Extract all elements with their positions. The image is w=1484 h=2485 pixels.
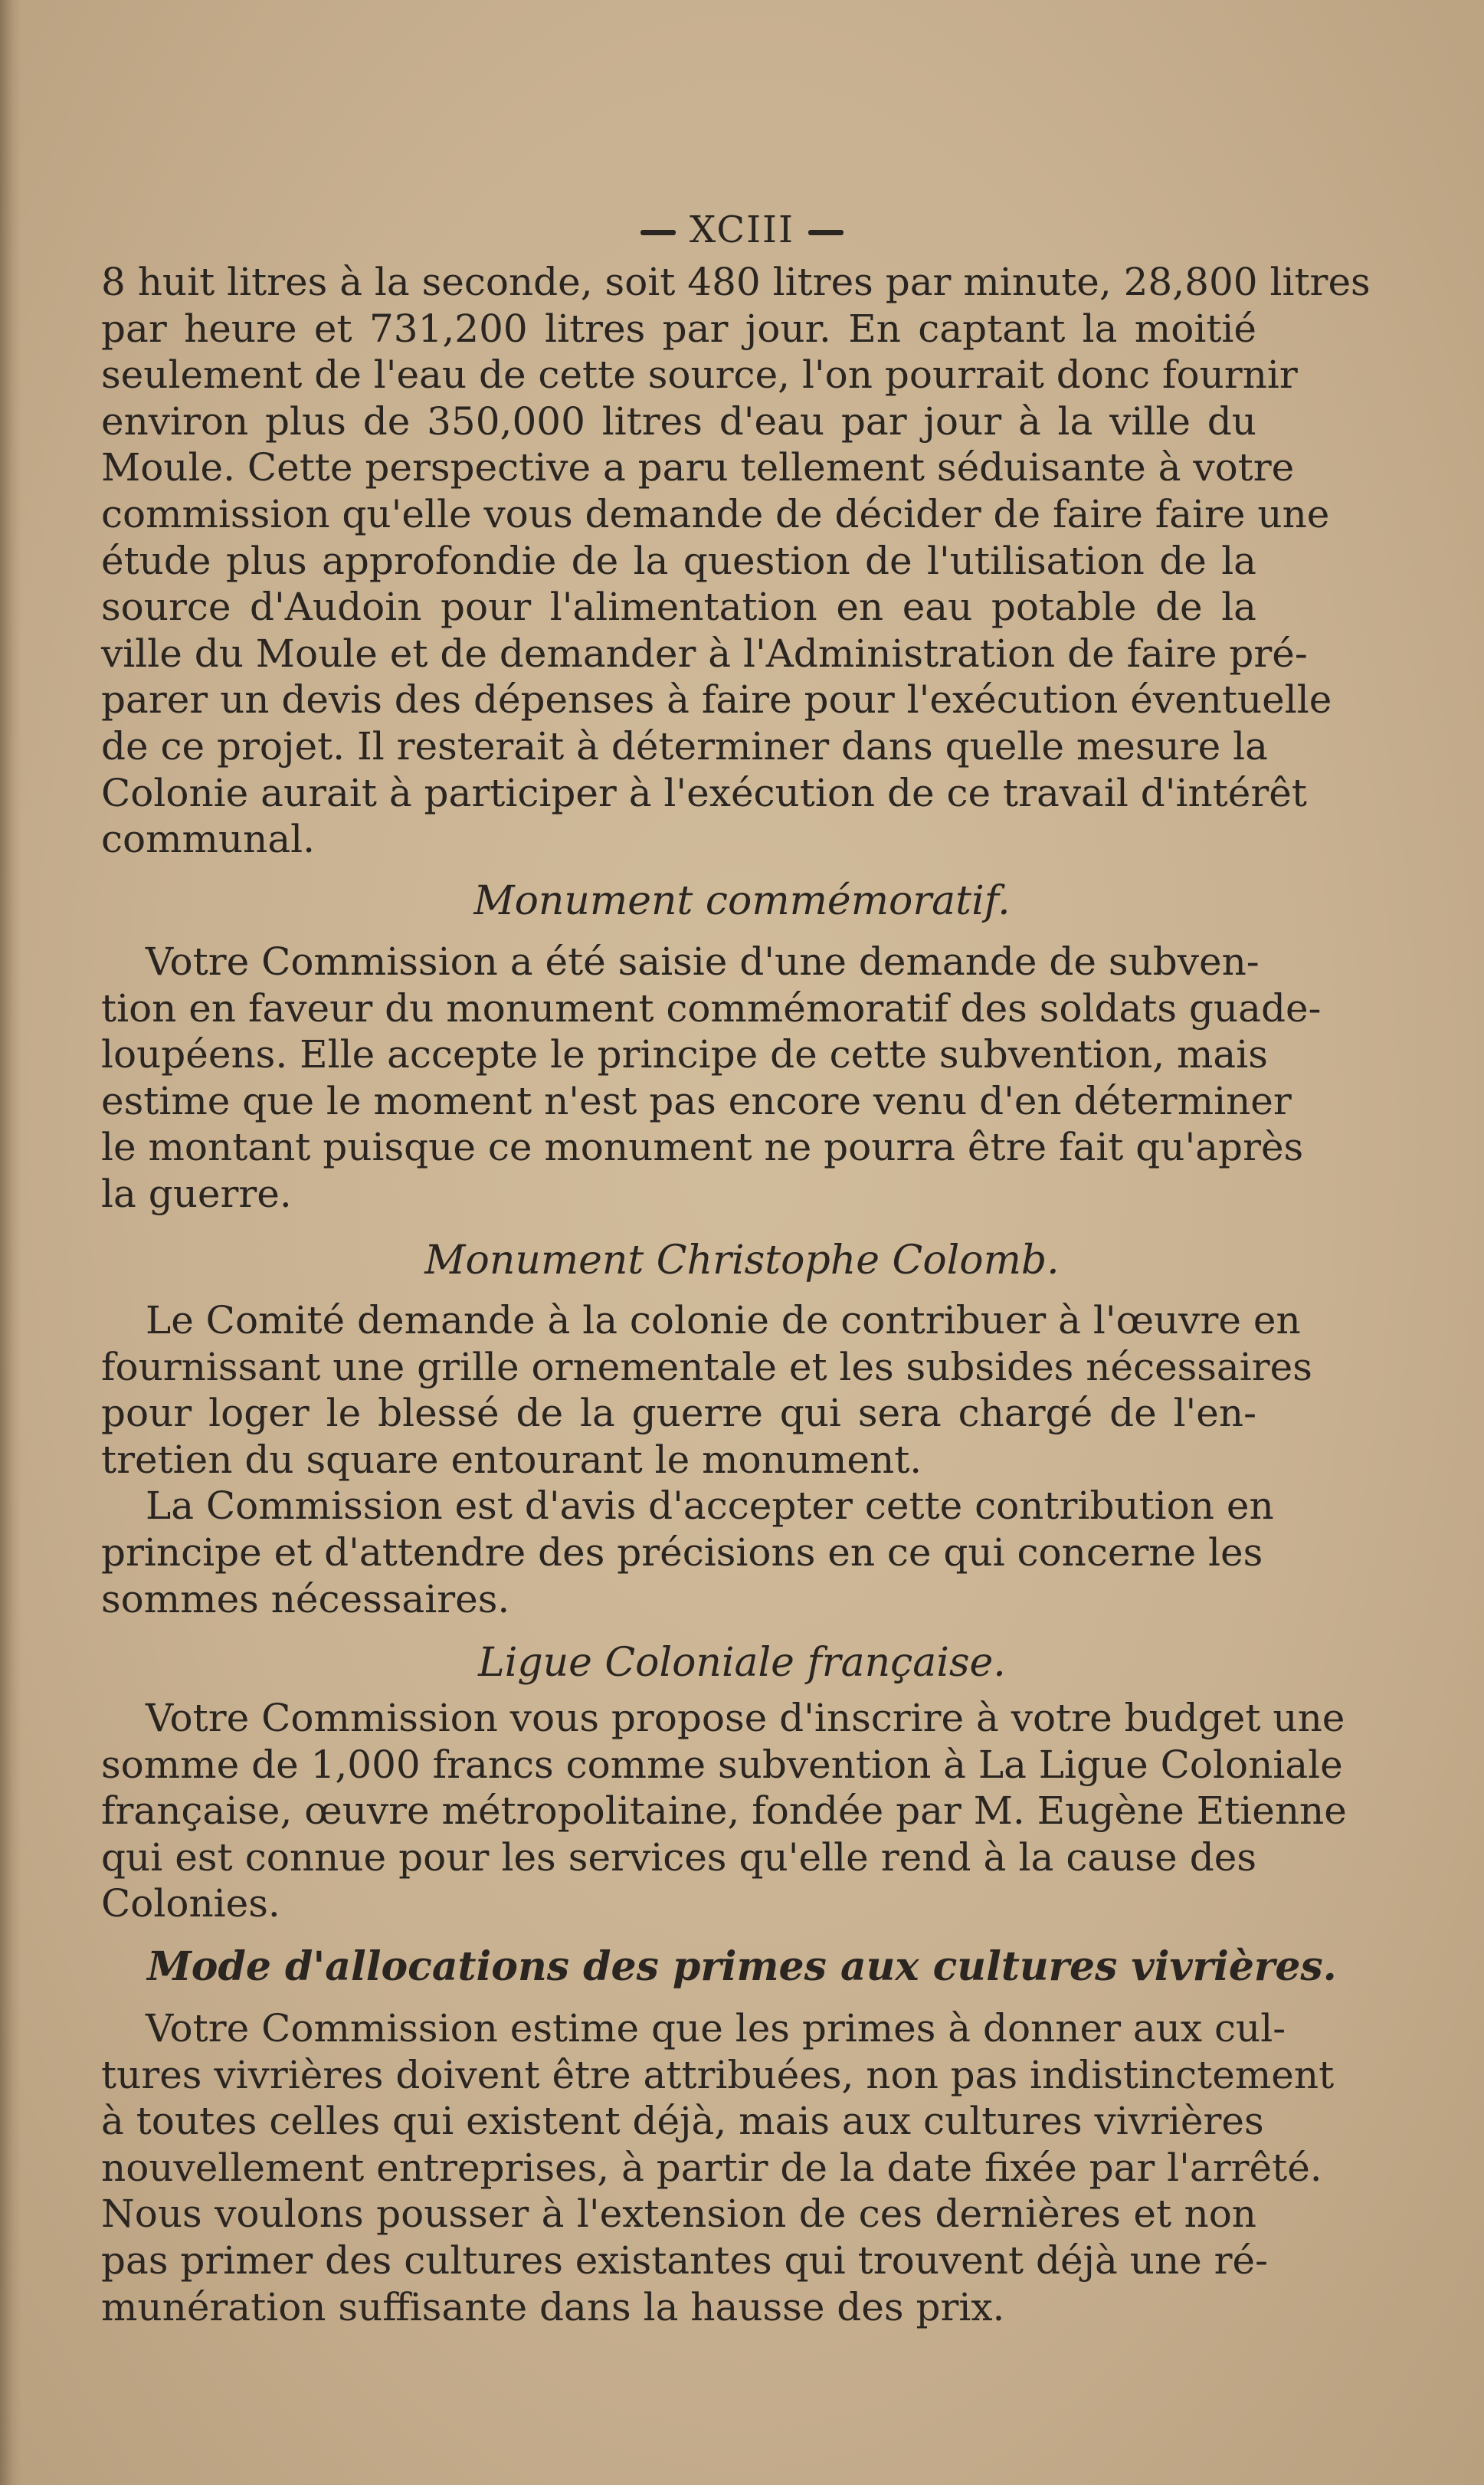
header-dash-left: [640, 230, 676, 235]
text-line: munération suffisante dans la hausse des prix.: [101, 2284, 1005, 2329]
text-line: tures vivrières doivent être attribuées, non pas indistinctement: [101, 2052, 1335, 2097]
colomb-paragraph: [101, 1297, 1312, 1622]
text-line: sommes nécessaires.: [101, 1576, 510, 1621]
text-line: commission qu'elle vous demande de décider de faire faire une: [101, 491, 1330, 536]
text-line: Le Comité demande à la colonie de contribuer à l'œuvre en: [146, 1298, 1301, 1342]
text-line: source d'Audoin pour l'alimentation en eau potable de la: [101, 585, 1256, 630]
text-line: tretien du square entourant le monument.: [101, 1437, 922, 1482]
intro-paragraph: [101, 259, 1371, 863]
text-line: tion en faveur du monument commémoratif des soldats guade-: [101, 985, 1322, 1031]
text-line: le montant puisque ce monument ne pourra être fait qu'après: [101, 1125, 1304, 1170]
text-line: environ plus de 350,000 litres d'eau par jour à la ville du: [101, 398, 1256, 444]
text-line: nouvellement entreprises, à partir de la date fixée par l'arrêté.: [101, 2145, 1322, 2190]
text-line: parer un devis des dépenses à faire pour l'exécution éventuelle: [101, 677, 1332, 723]
heading-monument-commemoratif: Monument commémoratif.: [473, 878, 1011, 924]
text-line: pas primer des cultures existantes qui trouvent déjà une ré-: [101, 2237, 1269, 2283]
text-line: à toutes celles qui existent déjà, mais aux cultures vivrières: [101, 2099, 1264, 2144]
text-line: Votre Commission vous propose d'inscrire à votre budget une: [146, 1696, 1345, 1740]
text-line: Moule. Cette perspective a paru tellement séduisante à votre: [101, 445, 1295, 490]
text-line: française, œuvre métropolitaine, fondée par M. Eugène Etienne: [101, 1788, 1347, 1834]
text-line: Votre Commission estime que les primes à donner aux cul-: [146, 2006, 1286, 2051]
text-line: 8 huit litres à la seconde, soit 480 litres par minute, 28,800 litres: [101, 260, 1371, 304]
header-dash-right: [808, 230, 844, 235]
text-line: la guerre.: [101, 1171, 292, 1216]
text-line: seulement de l'eau de cette source, l'on pourrait donc fournir: [101, 352, 1298, 398]
text-line: somme de 1,000 francs comme subvention à La Ligue Coloniale: [101, 1742, 1343, 1787]
text-line: estime que le moment n'est pas encore venu d'en déterminer: [101, 1078, 1292, 1123]
ligue-paragraph: [101, 1695, 1347, 1927]
text-line: qui est connue pour les services qu'elle rend à la cause des: [101, 1834, 1256, 1880]
page-number: XCIII: [690, 208, 794, 251]
text-line: par heure et 731,200 litres par jour. En captant la moitié: [101, 306, 1256, 351]
text-line: de ce projet. Il resterait à déterminer dans quelle mesure la: [101, 723, 1268, 769]
text-line: loupéens. Elle accepte le principe de cette subvention, mais: [101, 1032, 1268, 1077]
heading-monument-colomb: Monument Christophe Colomb.: [424, 1238, 1060, 1283]
text-line: communal.: [101, 817, 316, 862]
text-line: ville du Moule et de demander à l'Administration de faire pré-: [101, 631, 1308, 676]
text-line: principe et d'attendre des précisions en ce qui concerne les: [101, 1529, 1263, 1575]
text-line: La Commission est d'avis d'accepter cette contribution en: [146, 1483, 1274, 1529]
heading-ligue-coloniale: Ligue Coloniale française.: [478, 1640, 1006, 1686]
text-line: pour loger le blessé de la guerre qui sera chargé de l'en-: [101, 1391, 1256, 1436]
text-line: Votre Commission a été saisie d'une demande de subven-: [146, 939, 1260, 984]
text-line: Colonies.: [101, 1881, 280, 1926]
text-line: fournissant une grille ornementale et les subsides nécessaires: [101, 1344, 1312, 1389]
text-line: étude plus approfondie de la question de l'utilisation de la: [101, 538, 1256, 583]
primes-paragraph: [101, 2005, 1335, 2330]
page-header: [0, 208, 1484, 251]
heading-mode-allocations: Mode d'allocations des primes aux cultures vivrières.: [147, 1943, 1337, 1990]
monument-paragraph: [101, 939, 1322, 1218]
text-line: Colonie aurait à participer à l'exécution de ce travail d'intérêt: [101, 770, 1307, 815]
text-line: Nous voulons pousser à l'extension de ces dernières et non: [101, 2192, 1256, 2237]
